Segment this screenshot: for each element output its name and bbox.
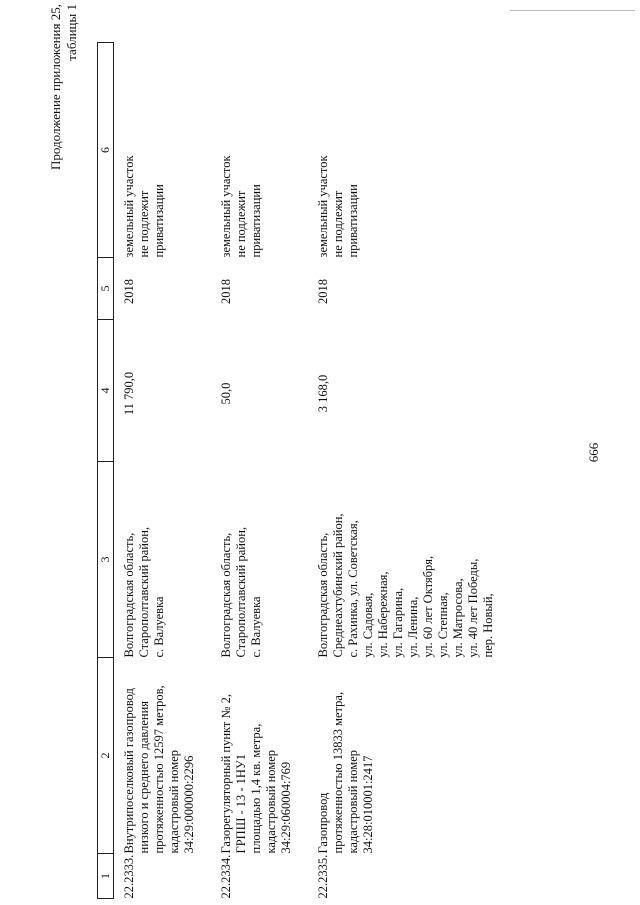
object-note-line: приватизации xyxy=(248,184,263,258)
object-note-line: приватизации xyxy=(345,184,360,258)
row-number: 22.2334. xyxy=(218,854,233,899)
object-note-line: земельный участок xyxy=(315,155,330,258)
object-address-line: ул. 60 лет Октября, xyxy=(420,555,435,658)
object-description-line: Газопровод xyxy=(315,792,330,854)
caption-line-1: Продолжение приложения 25, xyxy=(48,4,63,171)
object-description-line: кадастровый номер xyxy=(167,749,181,854)
object-address xyxy=(114,462,211,658)
table-row xyxy=(308,43,496,899)
object-note xyxy=(308,43,496,258)
object-description-line: ГРПШ - 13 - 1НУ1 xyxy=(233,753,248,854)
caption-line-2: таблицы 1 xyxy=(64,4,79,61)
object-description-line: 34:28:010001:2417 xyxy=(360,755,375,854)
object-note-line: земельный участок xyxy=(122,155,136,258)
object-description xyxy=(211,658,308,854)
object-address-line: Старополтавский район, xyxy=(233,526,248,658)
row-number: 22.2335. xyxy=(315,854,330,899)
property-table xyxy=(97,42,496,899)
object-description xyxy=(308,658,496,854)
object-note xyxy=(114,43,211,258)
header-col-2: 2 xyxy=(98,658,114,854)
object-description-line: Газорегуляторный пункт № 2, xyxy=(218,694,233,854)
object-description-line: площадью 1,4 кв. метра, xyxy=(248,723,263,854)
header-col-3: 3 xyxy=(98,462,114,658)
object-address-line: ул. Гагарина, xyxy=(390,587,405,658)
object-address-line: ул. Садовая, xyxy=(360,592,375,658)
object-note-line: не подлежит xyxy=(137,190,151,258)
table-row xyxy=(211,43,308,899)
object-note-line: не подлежит xyxy=(233,190,248,258)
object-note-line: приватизации xyxy=(152,184,166,258)
object-note-line: не подлежит xyxy=(330,190,345,258)
row-number: 22.2333. xyxy=(122,854,136,899)
object-description-line: кадастровый номер xyxy=(345,749,360,854)
object-description xyxy=(114,658,211,854)
header-col-1: 1 xyxy=(98,854,114,899)
object-description-line: 34:29:000000:2296 xyxy=(182,755,196,854)
object-address xyxy=(308,462,496,658)
object-value: 3 168,0 xyxy=(315,374,330,413)
header-col-4: 4 xyxy=(98,320,114,462)
object-description-line: низкого и среднего давления xyxy=(137,700,151,854)
object-description-line: протяженностью 12597 метров, xyxy=(152,685,166,854)
table-row xyxy=(114,43,211,899)
object-address xyxy=(211,462,308,658)
object-address-line: с. Рахинка, ул. Советская, xyxy=(345,520,360,658)
object-address-line: Волгоградская область, xyxy=(218,532,233,658)
object-address-line: ул. Матросова, xyxy=(450,578,465,658)
object-address-line: Волгоградская область, xyxy=(122,532,136,658)
object-year: 2018 xyxy=(315,279,330,304)
object-address-line: Старополтавский район, xyxy=(137,526,151,658)
object-year: 2018 xyxy=(218,279,233,304)
object-year: 2018 xyxy=(122,279,136,304)
object-description-line: 34:29:060004:769 xyxy=(278,761,293,854)
object-note xyxy=(211,43,308,258)
object-address-line: с. Валуевка xyxy=(152,596,166,658)
object-address-line: ул. Степная, xyxy=(435,592,450,658)
object-address-line: Среднеахтубинский район, xyxy=(330,513,345,658)
object-description-line: Внутрипоселковый газопровод xyxy=(122,688,136,854)
page-number: 666 xyxy=(586,442,601,463)
table-caption xyxy=(48,4,80,304)
object-address-line: Волгоградская область, xyxy=(315,532,330,658)
header-row xyxy=(98,43,114,899)
object-note-line: земельный участок xyxy=(218,155,233,258)
header-col-6: 6 xyxy=(98,43,114,258)
object-address-line: пер. Новый, xyxy=(480,593,495,658)
object-value: 11 790,0 xyxy=(122,371,136,416)
object-address-line: ул. Ленина, xyxy=(405,596,420,658)
object-description-line: кадастровый номер xyxy=(263,749,278,854)
object-address-line: ул. Набережная, xyxy=(375,571,390,658)
object-address-line: с. Валуевка xyxy=(248,596,263,658)
object-address-line: ул. 40 лет Победы, xyxy=(465,558,480,658)
header-col-5: 5 xyxy=(98,258,114,320)
object-description-line: протяженностью 13833 метра, xyxy=(330,691,345,854)
object-value: 50,0 xyxy=(218,382,233,405)
